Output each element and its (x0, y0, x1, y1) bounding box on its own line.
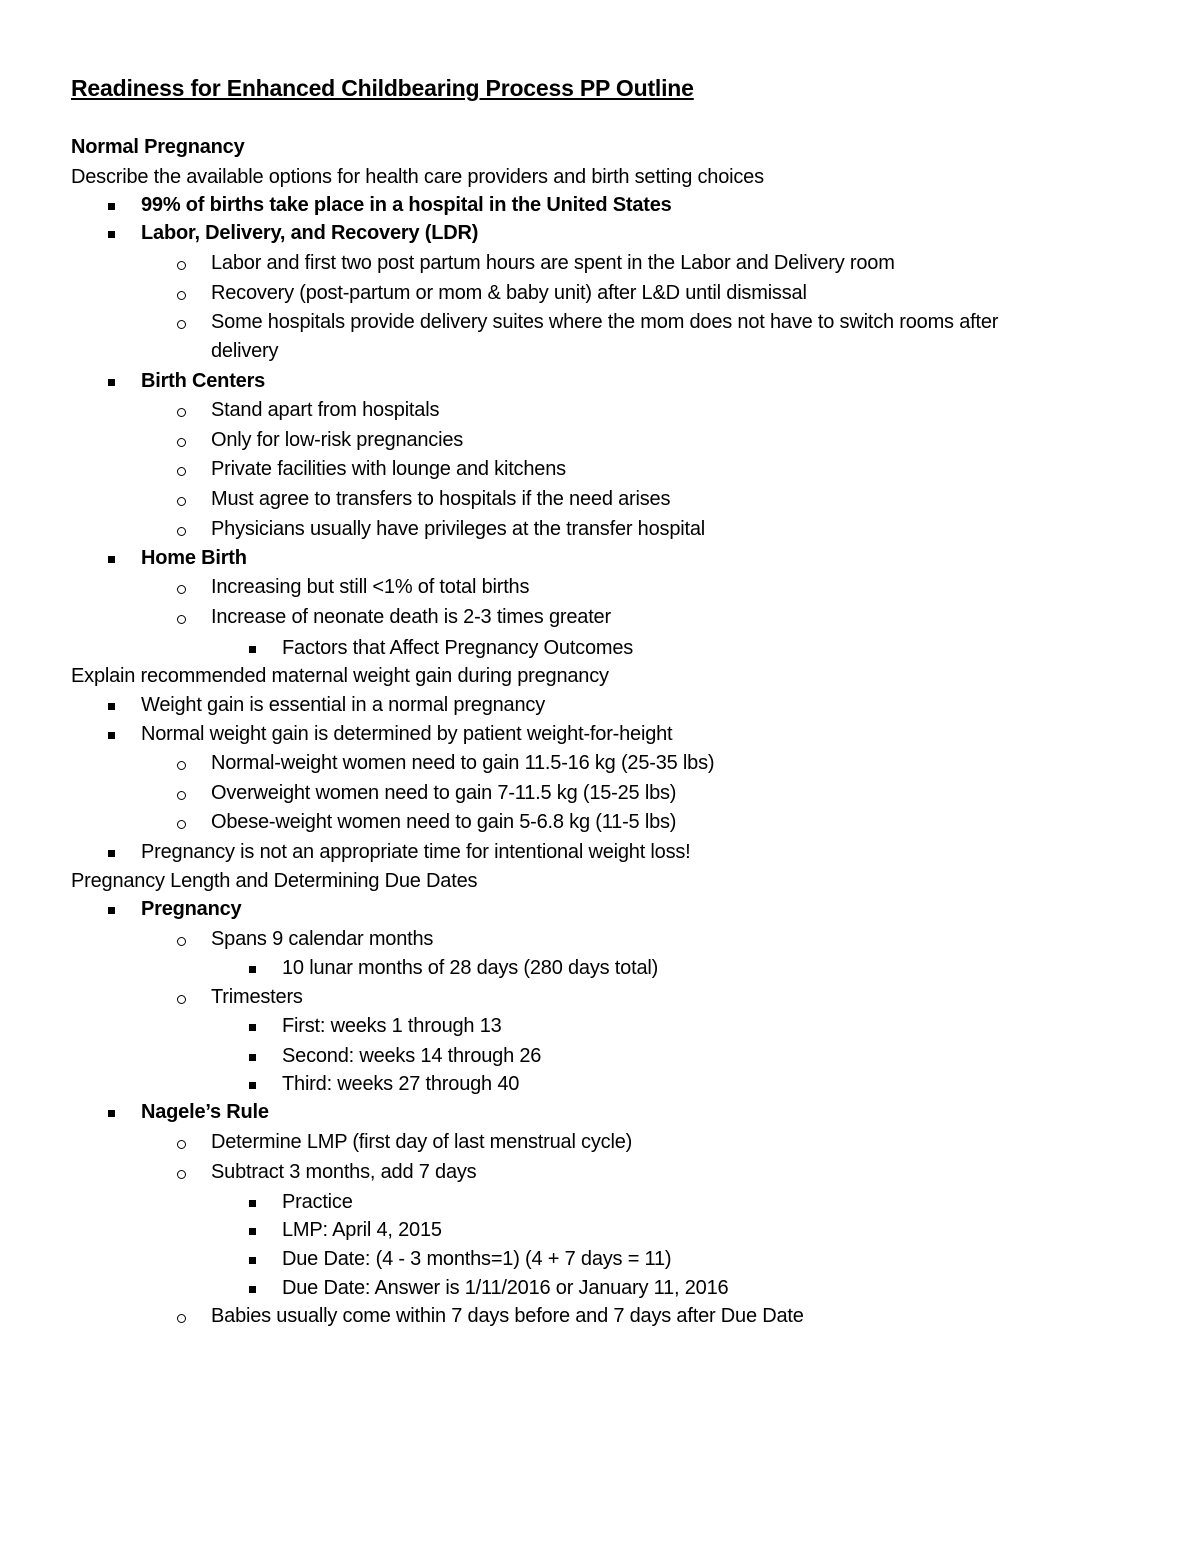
outline-item-text: Increasing but still <1% of total births (211, 576, 530, 598)
circle-bullet-icon (177, 527, 186, 536)
outline-item (211, 779, 676, 808)
square-bullet-icon (108, 379, 115, 386)
outline-item (141, 219, 478, 248)
outline-item (211, 279, 807, 308)
square-bullet-icon (108, 1110, 115, 1117)
square-bullet-icon (249, 1082, 256, 1089)
square-bullet-icon (249, 1200, 256, 1207)
outline-item-text: Private facilities with lounge and kitchens (211, 458, 566, 480)
outline-item (211, 808, 676, 837)
outline-item-text: 99% of births take place in a hospital in the United States (141, 194, 672, 216)
outline-item (282, 1188, 353, 1217)
square-bullet-icon (249, 966, 256, 973)
outline-item-text: Second: weeks 14 through 26 (282, 1045, 542, 1067)
outline-item-text: Physicians usually have privileges at the transfer hospital (211, 518, 706, 540)
square-bullet-icon (108, 907, 115, 914)
outline-item (282, 1042, 541, 1071)
square-bullet-icon (108, 732, 115, 739)
outline-item (211, 396, 439, 425)
outline-item-text: LMP: April 4, 2015 (282, 1219, 442, 1241)
outline-item-text: Normal weight gain is determined by patient weight-for-height (141, 723, 673, 745)
outline-item (282, 1245, 671, 1274)
outline-item (211, 983, 303, 1012)
circle-bullet-icon (177, 467, 186, 476)
circle-bullet-icon (177, 320, 186, 329)
section-heading (71, 867, 477, 896)
outline-item-text: Practice (282, 1191, 353, 1213)
square-bullet-icon (108, 850, 115, 857)
outline-item (141, 895, 241, 924)
circle-bullet-icon (177, 995, 186, 1004)
outline-item (141, 367, 265, 396)
outline-item-text: Overweight women need to gain 7-11.5 kg (15-25 lbs) (211, 782, 677, 804)
outline-item-text: Due Date: (4 - 3 months=1) (4 + 7 days = 11) (282, 1248, 672, 1270)
outline-item-text: Spans 9 calendar months (211, 928, 434, 950)
outline-item-text: Weight gain is essential in a normal pregnancy (141, 694, 545, 716)
square-bullet-icon (249, 1024, 256, 1031)
circle-bullet-icon (177, 408, 186, 417)
outline-item (211, 249, 895, 278)
circle-bullet-icon (177, 438, 186, 447)
outline-item-text: Due Date: Answer is 1/11/2016 or January 11, 2016 (282, 1277, 729, 1299)
outline-item-text: Stand apart from hospitals (211, 399, 440, 421)
outline-item-text: Pregnancy (141, 898, 242, 920)
outline-item (141, 720, 672, 749)
outline-item-text: First: weeks 1 through 13 (282, 1015, 502, 1037)
document-title: Readiness for Enhanced Childbearing Process PP Outline (71, 75, 694, 101)
circle-bullet-icon (177, 1314, 186, 1323)
outline-item (211, 426, 463, 455)
outline-item-text: Only for low-risk pregnancies (211, 429, 464, 451)
outline-item-text: Must agree to transfers to hospitals if the need arises (211, 488, 671, 510)
outline-item-text: Determine LMP (first day of last menstrual cycle) (211, 1131, 633, 1153)
outline-item (211, 603, 611, 632)
outline-item (211, 749, 714, 778)
circle-bullet-icon (177, 820, 186, 829)
circle-bullet-icon (177, 585, 186, 594)
outline-item-text: Labor, Delivery, and Recovery (LDR) (141, 222, 479, 244)
outline-item-text: Trimesters (211, 986, 303, 1008)
outline-item-text: Birth Centers (141, 370, 266, 392)
outline-item (211, 573, 529, 602)
outline-item (282, 1012, 502, 1041)
circle-bullet-icon (177, 497, 186, 506)
circle-bullet-icon (177, 1140, 186, 1149)
outline-item-text: Describe the available options for health care providers and birth setting choices (71, 166, 764, 188)
outline-item (211, 337, 278, 366)
outline-item (211, 455, 566, 484)
outline-item (282, 1216, 442, 1245)
outline-item (282, 954, 658, 983)
square-bullet-icon (249, 1228, 256, 1235)
outline-item-text: Labor and first two post partum hours are spent in the Labor and Delivery room (211, 252, 895, 274)
outline-item-text: delivery (211, 340, 279, 362)
outline-item-text: Normal Pregnancy (71, 136, 245, 158)
square-bullet-icon (249, 1286, 256, 1293)
circle-bullet-icon (177, 291, 186, 300)
outline-item (141, 1098, 269, 1127)
circle-bullet-icon (177, 1170, 186, 1179)
square-bullet-icon (249, 1054, 256, 1061)
outline-item-text: Pregnancy is not an appropriate time for intentional weight loss! (141, 841, 691, 863)
outline-item-text: Nagele’s Rule (141, 1101, 269, 1123)
outline-item (141, 691, 545, 720)
outline-item-text: Obese-weight women need to gain 5-6.8 kg (11-5 lbs) (211, 811, 677, 833)
outline-item-text: Some hospitals provide delivery suites where the mom does not have to switch rooms after (211, 311, 999, 333)
outline-item-text: Factors that Affect Pregnancy Outcomes (282, 637, 634, 659)
outline-item-text: Explain recommended maternal weight gain during pregnancy (71, 665, 609, 687)
outline-item-text: Recovery (post-partum or mom & baby unit) after L&D until dismissal (211, 282, 807, 304)
outline-item-text: 10 lunar months of 28 days (280 days total) (282, 957, 659, 979)
outline-item-text: Subtract 3 months, add 7 days (211, 1161, 477, 1183)
outline-item-text: Pregnancy Length and Determining Due Dates (71, 870, 478, 892)
circle-bullet-icon (177, 261, 186, 270)
section-heading (71, 662, 609, 691)
outline-item-text: Home Birth (141, 547, 247, 569)
circle-bullet-icon (177, 615, 186, 624)
square-bullet-icon (249, 1257, 256, 1264)
square-bullet-icon (108, 556, 115, 563)
outline-item-text: Normal-weight women need to gain 11.5-16 kg (25-35 lbs) (211, 752, 715, 774)
outline-item (211, 925, 433, 954)
square-bullet-icon (108, 203, 115, 210)
outline-item-text: Babies usually come within 7 days before and 7 days after Due Date (211, 1305, 804, 1327)
outline-item (282, 634, 633, 663)
circle-bullet-icon (177, 761, 186, 770)
outline-item-text: Increase of neonate death is 2-3 times greater (211, 606, 611, 628)
outline-item (141, 838, 691, 867)
circle-bullet-icon (177, 791, 186, 800)
outline-item (141, 544, 247, 573)
outline-item (141, 191, 672, 220)
outline-item (211, 515, 705, 544)
outline-item (211, 308, 998, 337)
outline-item (211, 1128, 632, 1157)
square-bullet-icon (249, 646, 256, 653)
section-heading (71, 133, 245, 162)
outline-item-text: Third: weeks 27 through 40 (282, 1073, 520, 1095)
outline-item (211, 1158, 476, 1187)
outline-item (211, 1302, 804, 1331)
square-bullet-icon (108, 703, 115, 710)
outline-item (211, 485, 670, 514)
circle-bullet-icon (177, 937, 186, 946)
outline-item (282, 1070, 519, 1099)
section-heading (71, 163, 764, 192)
square-bullet-icon (108, 231, 115, 238)
outline-item (282, 1274, 728, 1303)
